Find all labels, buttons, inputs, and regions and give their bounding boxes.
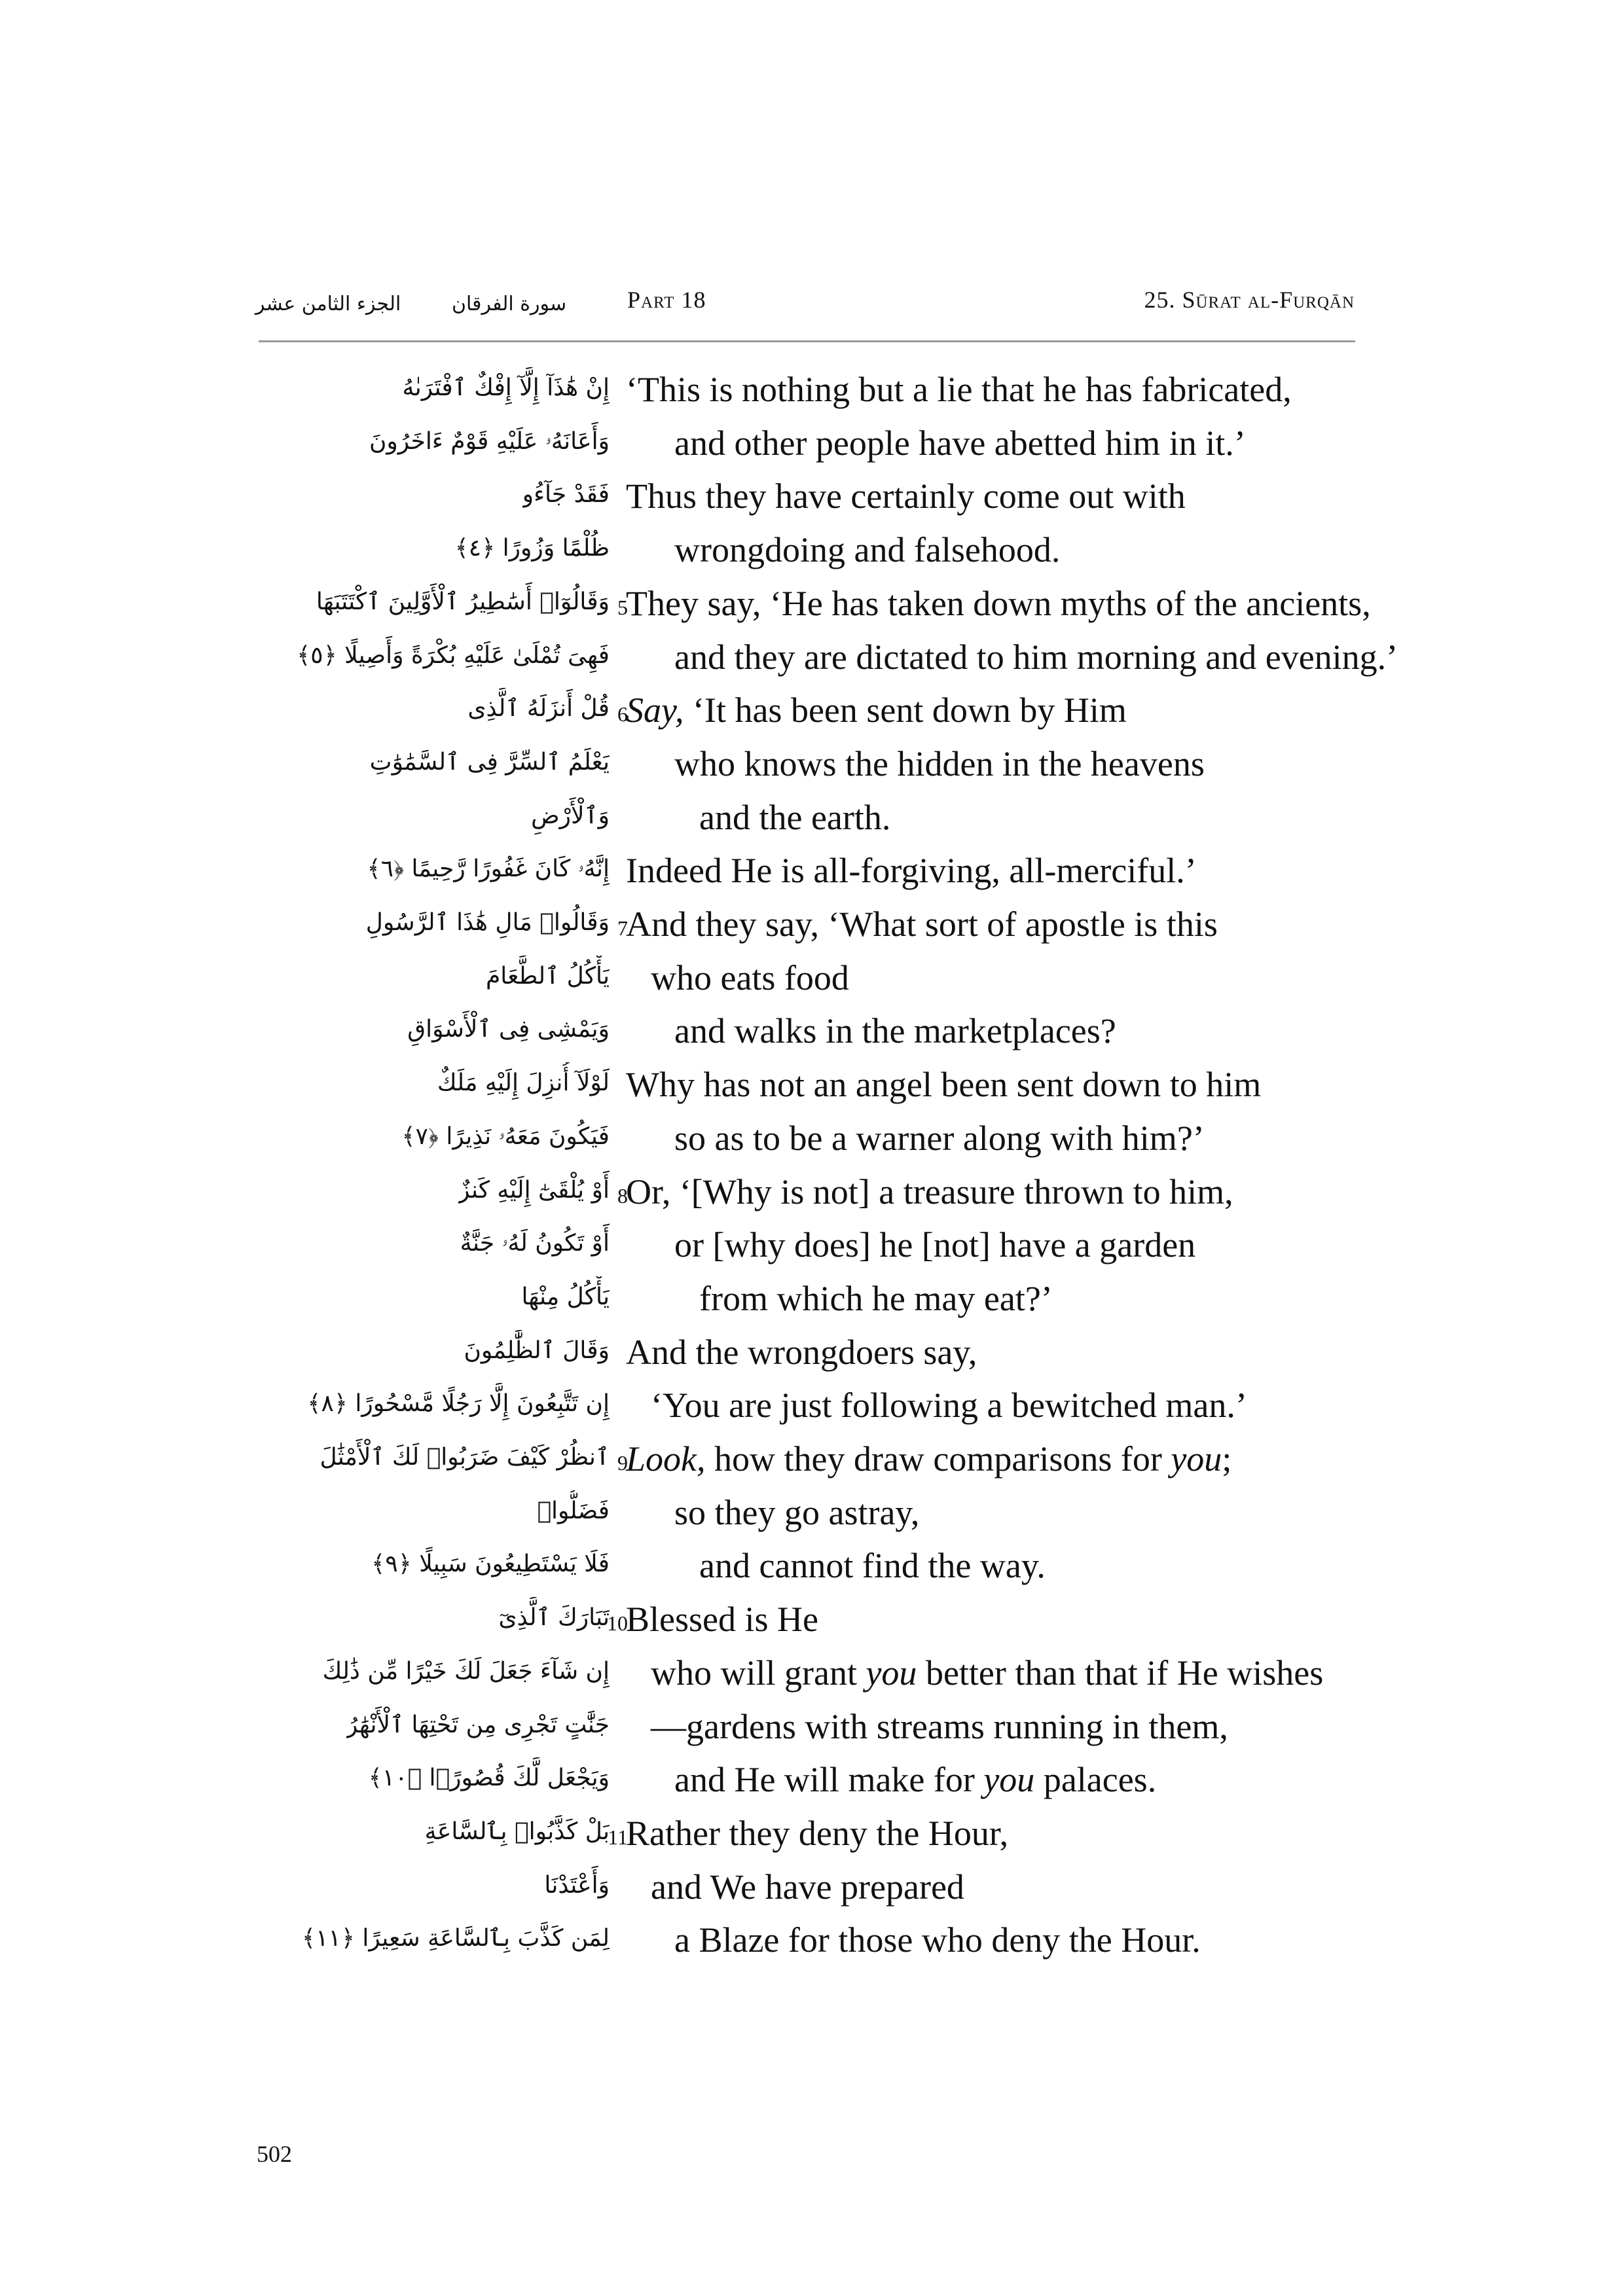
arabic-text: وَقَالُوٓا۟ أَسَٰطِيرُ ٱلْأَوَّلِينَ ٱكْتَتَبَهَا — [316, 588, 610, 615]
english-translation — [674, 743, 1205, 785]
english-translation — [674, 1919, 1201, 1961]
english-translation — [626, 1331, 977, 1373]
english-translation — [674, 1492, 919, 1534]
verse-line — [0, 1379, 1623, 1431]
translation-text: so as to be a warner along with him?’ — [674, 1119, 1205, 1158]
italic-word: Say, — [626, 691, 684, 730]
italic-word: you — [983, 1760, 1035, 1799]
arabic-text: أَوْ تَكُونُ لَهُۥ جَنَّةٌ — [460, 1230, 610, 1257]
translation-text: Indeed He is all-forgiving, all-merciful.’ — [626, 851, 1197, 890]
arabic-text: أَوْ يُلْقَىٰٓ إِلَيْهِ كَنزٌ — [458, 1177, 610, 1204]
english-translation — [626, 1171, 1233, 1213]
translation-text: ‘You are just following a bewitched man.’ — [651, 1386, 1247, 1425]
arabic-text: ٱنظُرْ كَيْفَ ضَرَبُوا۟ لَكَ ٱلْأَمْثَٰلَ — [319, 1444, 610, 1471]
english-translation — [674, 422, 1246, 464]
italic-word: Look, — [626, 1439, 706, 1479]
verse-number: 6 — [617, 702, 628, 726]
verse-line — [0, 363, 1623, 416]
arabic-text: لِمَن كَذَّبَ بِٱلسَّاعَةِ سَعِيرًا ﴿١١﴾ — [302, 1925, 610, 1952]
verse-line — [0, 1433, 1623, 1485]
arabic-text: وَيَمْشِى فِى ٱلْأَسْوَاقِ — [407, 1016, 610, 1043]
english-translation — [699, 797, 890, 838]
arabic-text: وَأَعْتَدْنَا — [544, 1872, 610, 1899]
verse-line — [0, 1326, 1623, 1378]
arabic-text: جَنَّٰتٍ تَجْرِى مِن تَحْتِهَا ٱلْأَنْهَٰرُ — [346, 1712, 610, 1738]
translation-text: who knows the hidden in the heavens — [674, 744, 1205, 783]
english-translation — [651, 1384, 1247, 1426]
english-translation — [699, 1278, 1053, 1319]
verse-number: 8 — [617, 1184, 628, 1208]
translation-text: who will grant — [651, 1653, 866, 1693]
verse-line — [0, 1112, 1623, 1164]
arabic-text: يَعْلَمُ ٱلسِّرَّ فِى ٱلسَّمَٰوَٰتِ — [369, 749, 610, 776]
header-part: Part 18 — [627, 287, 706, 313]
english-translation — [626, 368, 1292, 410]
translation-text: and We have prepared — [651, 1867, 964, 1907]
translation-text: And they say, ‘What sort of apostle is this — [626, 905, 1218, 944]
arabic-text: وَيَجْعَل لَّكَ قُصُورًۢا ﴿١٠﴾ — [368, 1765, 610, 1791]
translation-text: Rather they deny the Hour, — [626, 1814, 1009, 1853]
english-translation — [674, 1117, 1205, 1159]
arabic-text: وَقَالُوا۟ مَالِ هَٰذَا ٱلرَّسُولِ — [365, 909, 610, 936]
verse-line — [0, 738, 1623, 790]
arabic-text: فَيَكُونَ مَعَهُۥ نَذِيرًا ﴿٧﴾ — [401, 1123, 610, 1150]
verse-line — [0, 1272, 1623, 1325]
verse-number: 7 — [617, 916, 628, 940]
translation-text: ; — [1222, 1439, 1232, 1479]
verse-line — [0, 791, 1623, 844]
arabic-text: لَوْلَآ أُنزِلَ إِلَيْهِ مَلَكٌ — [437, 1069, 610, 1096]
arabic-text: فَقَدْ جَآءُو — [522, 481, 610, 508]
translation-text: better than that if He wishes — [917, 1653, 1324, 1693]
english-translation — [674, 636, 1398, 678]
verse-line — [0, 1647, 1623, 1699]
translation-text: and walks in the marketplaces? — [674, 1011, 1116, 1050]
verse-line — [0, 1166, 1623, 1218]
verse-line — [0, 1753, 1623, 1806]
verse-line — [0, 684, 1623, 736]
verse-line — [0, 1058, 1623, 1111]
header-juz-arabic: الجزء الثامن عشر — [255, 293, 401, 315]
verse-line — [0, 1700, 1623, 1753]
english-translation — [626, 475, 1186, 517]
page-number: 502 — [257, 2141, 292, 2167]
translation-text: a Blaze for those who deny the Hour. — [674, 1920, 1201, 1960]
translation-text: so they go astray, — [674, 1493, 920, 1532]
english-translation — [674, 529, 1060, 571]
arabic-text: فَلَا يَسْتَطِيعُونَ سَبِيلًا ﴿٩﴾ — [371, 1551, 610, 1577]
translation-text: Thus they have certainly come out with — [626, 476, 1186, 516]
verse-line — [0, 952, 1623, 1004]
translation-text: and He will make for — [674, 1760, 984, 1799]
english-translation — [626, 850, 1197, 891]
verse-line — [0, 631, 1623, 683]
verse-line — [0, 417, 1623, 469]
english-translation — [674, 1759, 1156, 1801]
verse-number: 9 — [617, 1451, 628, 1475]
verse-number: 11 — [608, 1825, 628, 1849]
translation-text: how they draw comparisons for — [705, 1439, 1171, 1479]
translation-text: and other people have abetted him in it.’ — [674, 423, 1246, 463]
english-translation — [626, 1438, 1231, 1480]
english-translation — [651, 1706, 1228, 1748]
verse-line — [0, 470, 1623, 522]
verse-line — [0, 577, 1623, 630]
translation-text: They say, ‘He has taken down myths of the ancients, — [626, 584, 1371, 623]
verse-number: 10 — [607, 1611, 628, 1635]
english-translation — [626, 1812, 1008, 1854]
english-translation — [626, 1598, 818, 1640]
arabic-text: فَضَلُّوا۟ — [537, 1498, 610, 1524]
translation-text: who eats food — [651, 958, 849, 997]
header-surah-arabic: سورة الفرقان — [452, 293, 567, 315]
english-translation — [674, 1010, 1116, 1052]
header-rule — [259, 340, 1355, 342]
translation-text: or [why does] he [not] have a garden — [674, 1225, 1196, 1265]
translation-text: Why has not an angel been sent down to him — [626, 1065, 1262, 1104]
arabic-text: يَأْكُلُ ٱلطَّعَامَ — [485, 963, 610, 990]
verse-line — [0, 524, 1623, 576]
arabic-text: بَلْ كَذَّبُوا۟ بِٱلسَّاعَةِ — [424, 1818, 610, 1845]
english-translation — [626, 1064, 1261, 1105]
verse-line — [0, 1005, 1623, 1057]
translation-text: palaces. — [1034, 1760, 1157, 1799]
arabic-text: قُلْ أَنزَلَهُ ٱلَّذِى — [467, 695, 610, 722]
verse-number: 5 — [617, 596, 628, 619]
verse-line — [0, 898, 1623, 950]
english-translation — [674, 1224, 1195, 1266]
english-translation — [626, 689, 1127, 731]
verse-line — [0, 1914, 1623, 1966]
verse-line — [0, 1807, 1623, 1859]
translation-text: Or, ‘[Why is not] a treasure thrown to him, — [626, 1172, 1233, 1211]
verse-line — [0, 1539, 1623, 1592]
english-translation — [651, 957, 849, 999]
translation-text: and they are dictated to him morning and evening.’ — [674, 637, 1398, 677]
arabic-text: فَهِىَ تُمْلَىٰ عَلَيْهِ بُكْرَةً وَأَصِيلًا ﴿٥﴾ — [297, 642, 610, 669]
english-translation — [651, 1866, 964, 1908]
translation-text: ‘It has been sent down by Him — [684, 691, 1127, 730]
italic-word: you — [866, 1653, 917, 1693]
verse-line — [0, 844, 1623, 897]
translation-text: Blessed is He — [626, 1600, 818, 1639]
arabic-text: وَٱلْأَرْضِ — [531, 802, 610, 829]
translation-text: And the wrongdoers say, — [626, 1333, 977, 1372]
arabic-text: ظُلْمًا وَزُورًا ﴿٤﴾ — [454, 535, 610, 562]
arabic-text: وَأَعَانَهُۥ عَلَيْهِ قَوْمٌ ءَاخَرُونَ — [369, 428, 610, 455]
italic-word: you — [1171, 1439, 1222, 1479]
english-translation — [626, 583, 1371, 624]
translation-text: and cannot find the way. — [699, 1546, 1046, 1585]
arabic-text: وَقَالَ ٱلظَّٰلِمُونَ — [464, 1337, 610, 1364]
verse-line — [0, 1861, 1623, 1913]
arabic-text: إِن شَآءَ جَعَلَ لَكَ خَيْرًا مِّن ذَٰلِكَ — [322, 1658, 610, 1685]
arabic-text: إِنْ هَٰذَآ إِلَّآ إِفْكٌ ٱفْتَرَىٰهُ — [402, 374, 610, 401]
translation-text: ‘This is nothing but a lie that he has fabricated, — [626, 370, 1292, 409]
header-surah-title: 25. Sūrat al-Furqān — [1144, 287, 1355, 313]
english-translation — [651, 1652, 1323, 1694]
arabic-text: إِنَّهُۥ كَانَ غَفُورًا رَّحِيمًا ﴿٦﴾ — [367, 855, 610, 882]
arabic-text: إِن تَتَّبِعُونَ إِلَّا رَجُلًا مَّسْحُورًا ﴿٨﴾ — [307, 1390, 610, 1417]
arabic-text: تَبَارَكَ ٱلَّذِىٓ — [498, 1604, 610, 1631]
translation-text: —gardens with streams running in them, — [651, 1707, 1228, 1746]
translation-text: from which he may eat?’ — [699, 1279, 1053, 1318]
arabic-text: يَأْكُلُ مِنْهَا — [521, 1283, 610, 1310]
verse-line — [0, 1219, 1623, 1271]
translation-text: wrongdoing and falsehood. — [674, 530, 1061, 569]
english-translation — [626, 903, 1218, 945]
english-translation — [699, 1545, 1046, 1587]
translation-text: and the earth. — [699, 798, 891, 837]
verse-line — [0, 1593, 1623, 1645]
verse-line — [0, 1486, 1623, 1539]
